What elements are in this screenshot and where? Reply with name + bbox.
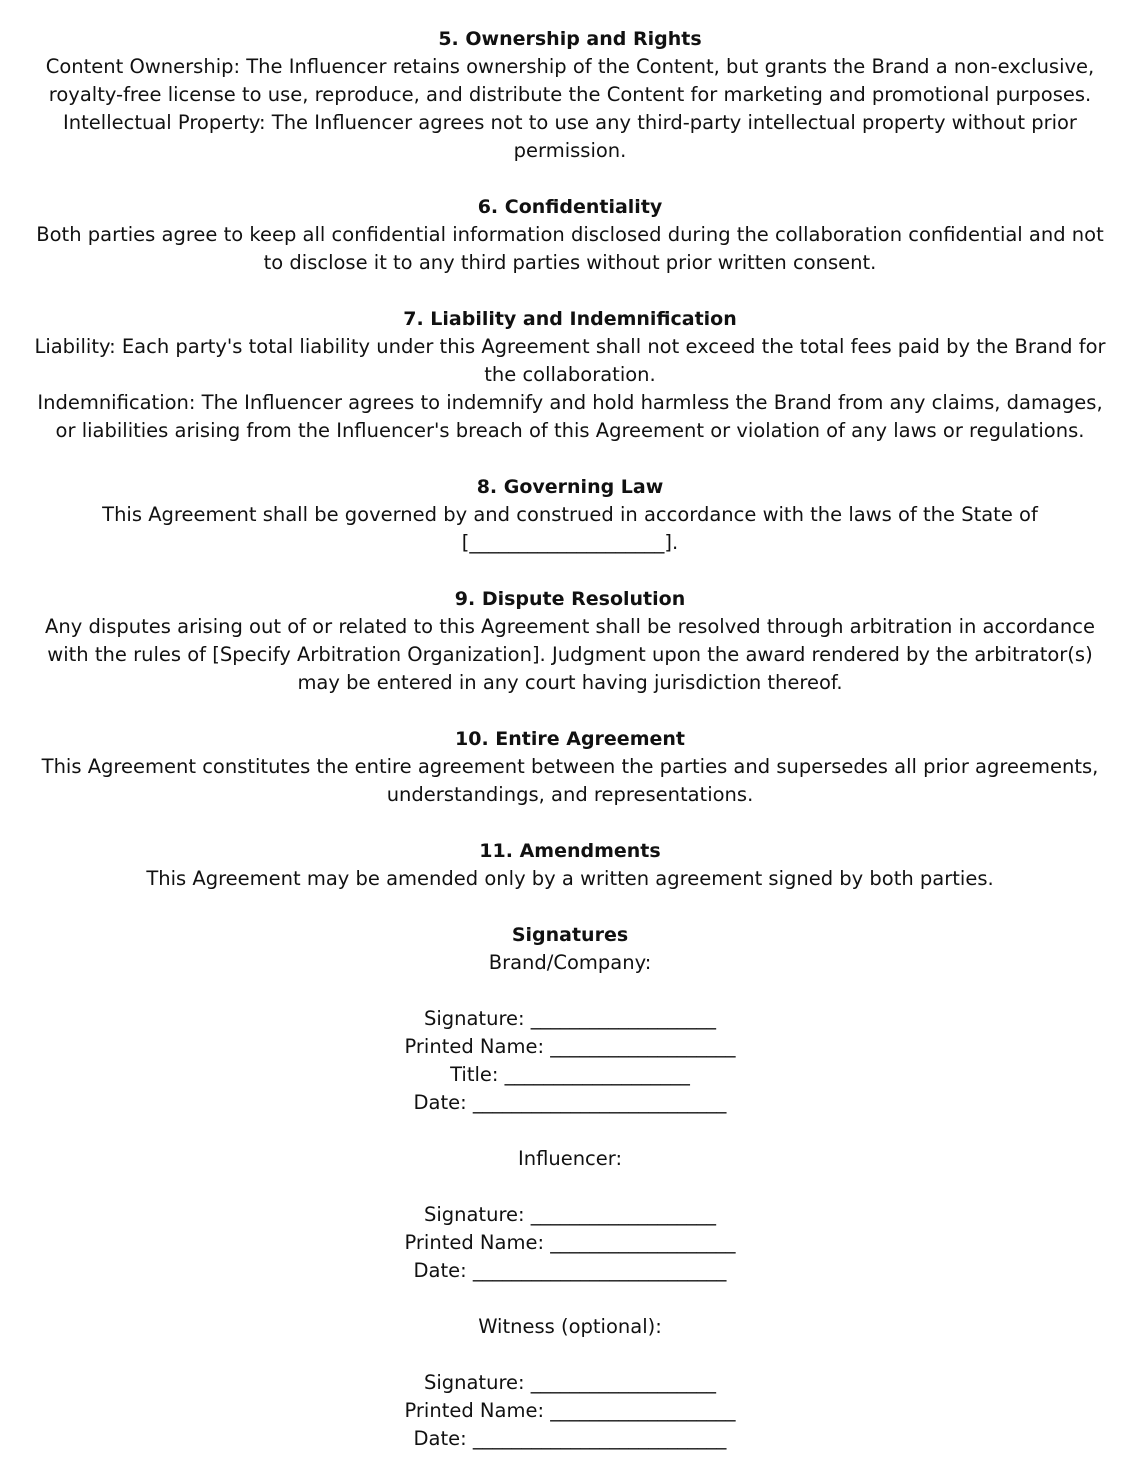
section-dispute-resolution (20, 585, 1120, 697)
section-body: This Agreement may be amended only by a written agreement signed by both parties. (146, 867, 994, 890)
brand-company-label: Brand/Company: (488, 951, 652, 974)
section-liability-indemnification (20, 305, 1120, 445)
section-entire-agreement (20, 725, 1120, 809)
brand-signature-line: Signature: ___________________ (423, 1007, 717, 1030)
witness-label: Witness (optional): (478, 1315, 662, 1338)
section-ownership-rights (20, 25, 1120, 165)
section-body: Content Ownership: The Influencer retains ownership of the Content, but grants the Brand a non-exclusive, royalty-free license to use, reproduce, and distribute the Content for marketing and promotional purposes. Intellectual Property: The Influencer agrees not to use any third-party intellectual property without prior permission. (45, 55, 1095, 162)
section-body: This Agreement constitutes the entire agreement between the parties and supersedes all prior agreements, understandings, and representations. (41, 755, 1099, 806)
influencer-printed-name-line: Printed Name: ___________________ (404, 1231, 736, 1254)
section-body: This Agreement shall be governed by and construed in accordance with the laws of the State of [____________________]. (102, 503, 1038, 554)
signatures-heading: Signatures (511, 924, 629, 946)
section-body: Both parties agree to keep all confidential information disclosed during the collaboration confidential and not to disclose it to any third parties without prior written consent. (36, 223, 1104, 274)
brand-printed-name-line: Printed Name: ___________________ (404, 1035, 736, 1058)
section-heading: 11. Amendments (479, 840, 661, 862)
influencer-signature-block (20, 1201, 1120, 1285)
brand-signature-block (20, 1005, 1120, 1117)
section-heading: 9. Dispute Resolution (454, 588, 686, 610)
witness-signature-line: Signature: ___________________ (423, 1371, 717, 1394)
section-heading: 8. Governing Law (476, 476, 664, 498)
section-body: Liability: Each party's total liability under this Agreement shall not exceed the total fees paid by the Brand for the collaboration. Indemnification: The Influencer agrees to indemnify and hold harmless the Brand from any claims, damages, or liabilities arising from the Influencer's breach of this Agreement or violation of any laws or regulations. (34, 335, 1106, 442)
influencer-signature-line: Signature: ___________________ (423, 1203, 717, 1226)
influencer-label: Influencer: (517, 1147, 623, 1170)
section-heading: 5. Ownership and Rights (438, 28, 702, 50)
witness-printed-name-line: Printed Name: ___________________ (404, 1399, 736, 1422)
section-governing-law (20, 473, 1120, 557)
section-confidentiality (20, 193, 1120, 277)
witness-date-line: Date: __________________________ (413, 1427, 727, 1450)
section-amendments (20, 837, 1120, 893)
witness-signature-block (20, 1369, 1120, 1453)
section-heading: 6. Confidentiality (477, 196, 663, 218)
section-heading: 10. Entire Agreement (455, 728, 685, 750)
brand-title-line: Title: ___________________ (450, 1063, 690, 1086)
influencer-date-line: Date: __________________________ (413, 1259, 727, 1282)
section-body: Any disputes arising out of or related to this Agreement shall be resolved through arbitration in accordance with the rules of [Specify Arbitration Organization]. Judgment upon the award rendered by the arbitrator(s) may be entered in any court having jurisdiction thereof. (45, 615, 1095, 694)
signatures-section (20, 921, 1120, 1453)
brand-date-line: Date: __________________________ (413, 1091, 727, 1114)
section-heading: 7. Liability and Indemnification (403, 308, 737, 330)
